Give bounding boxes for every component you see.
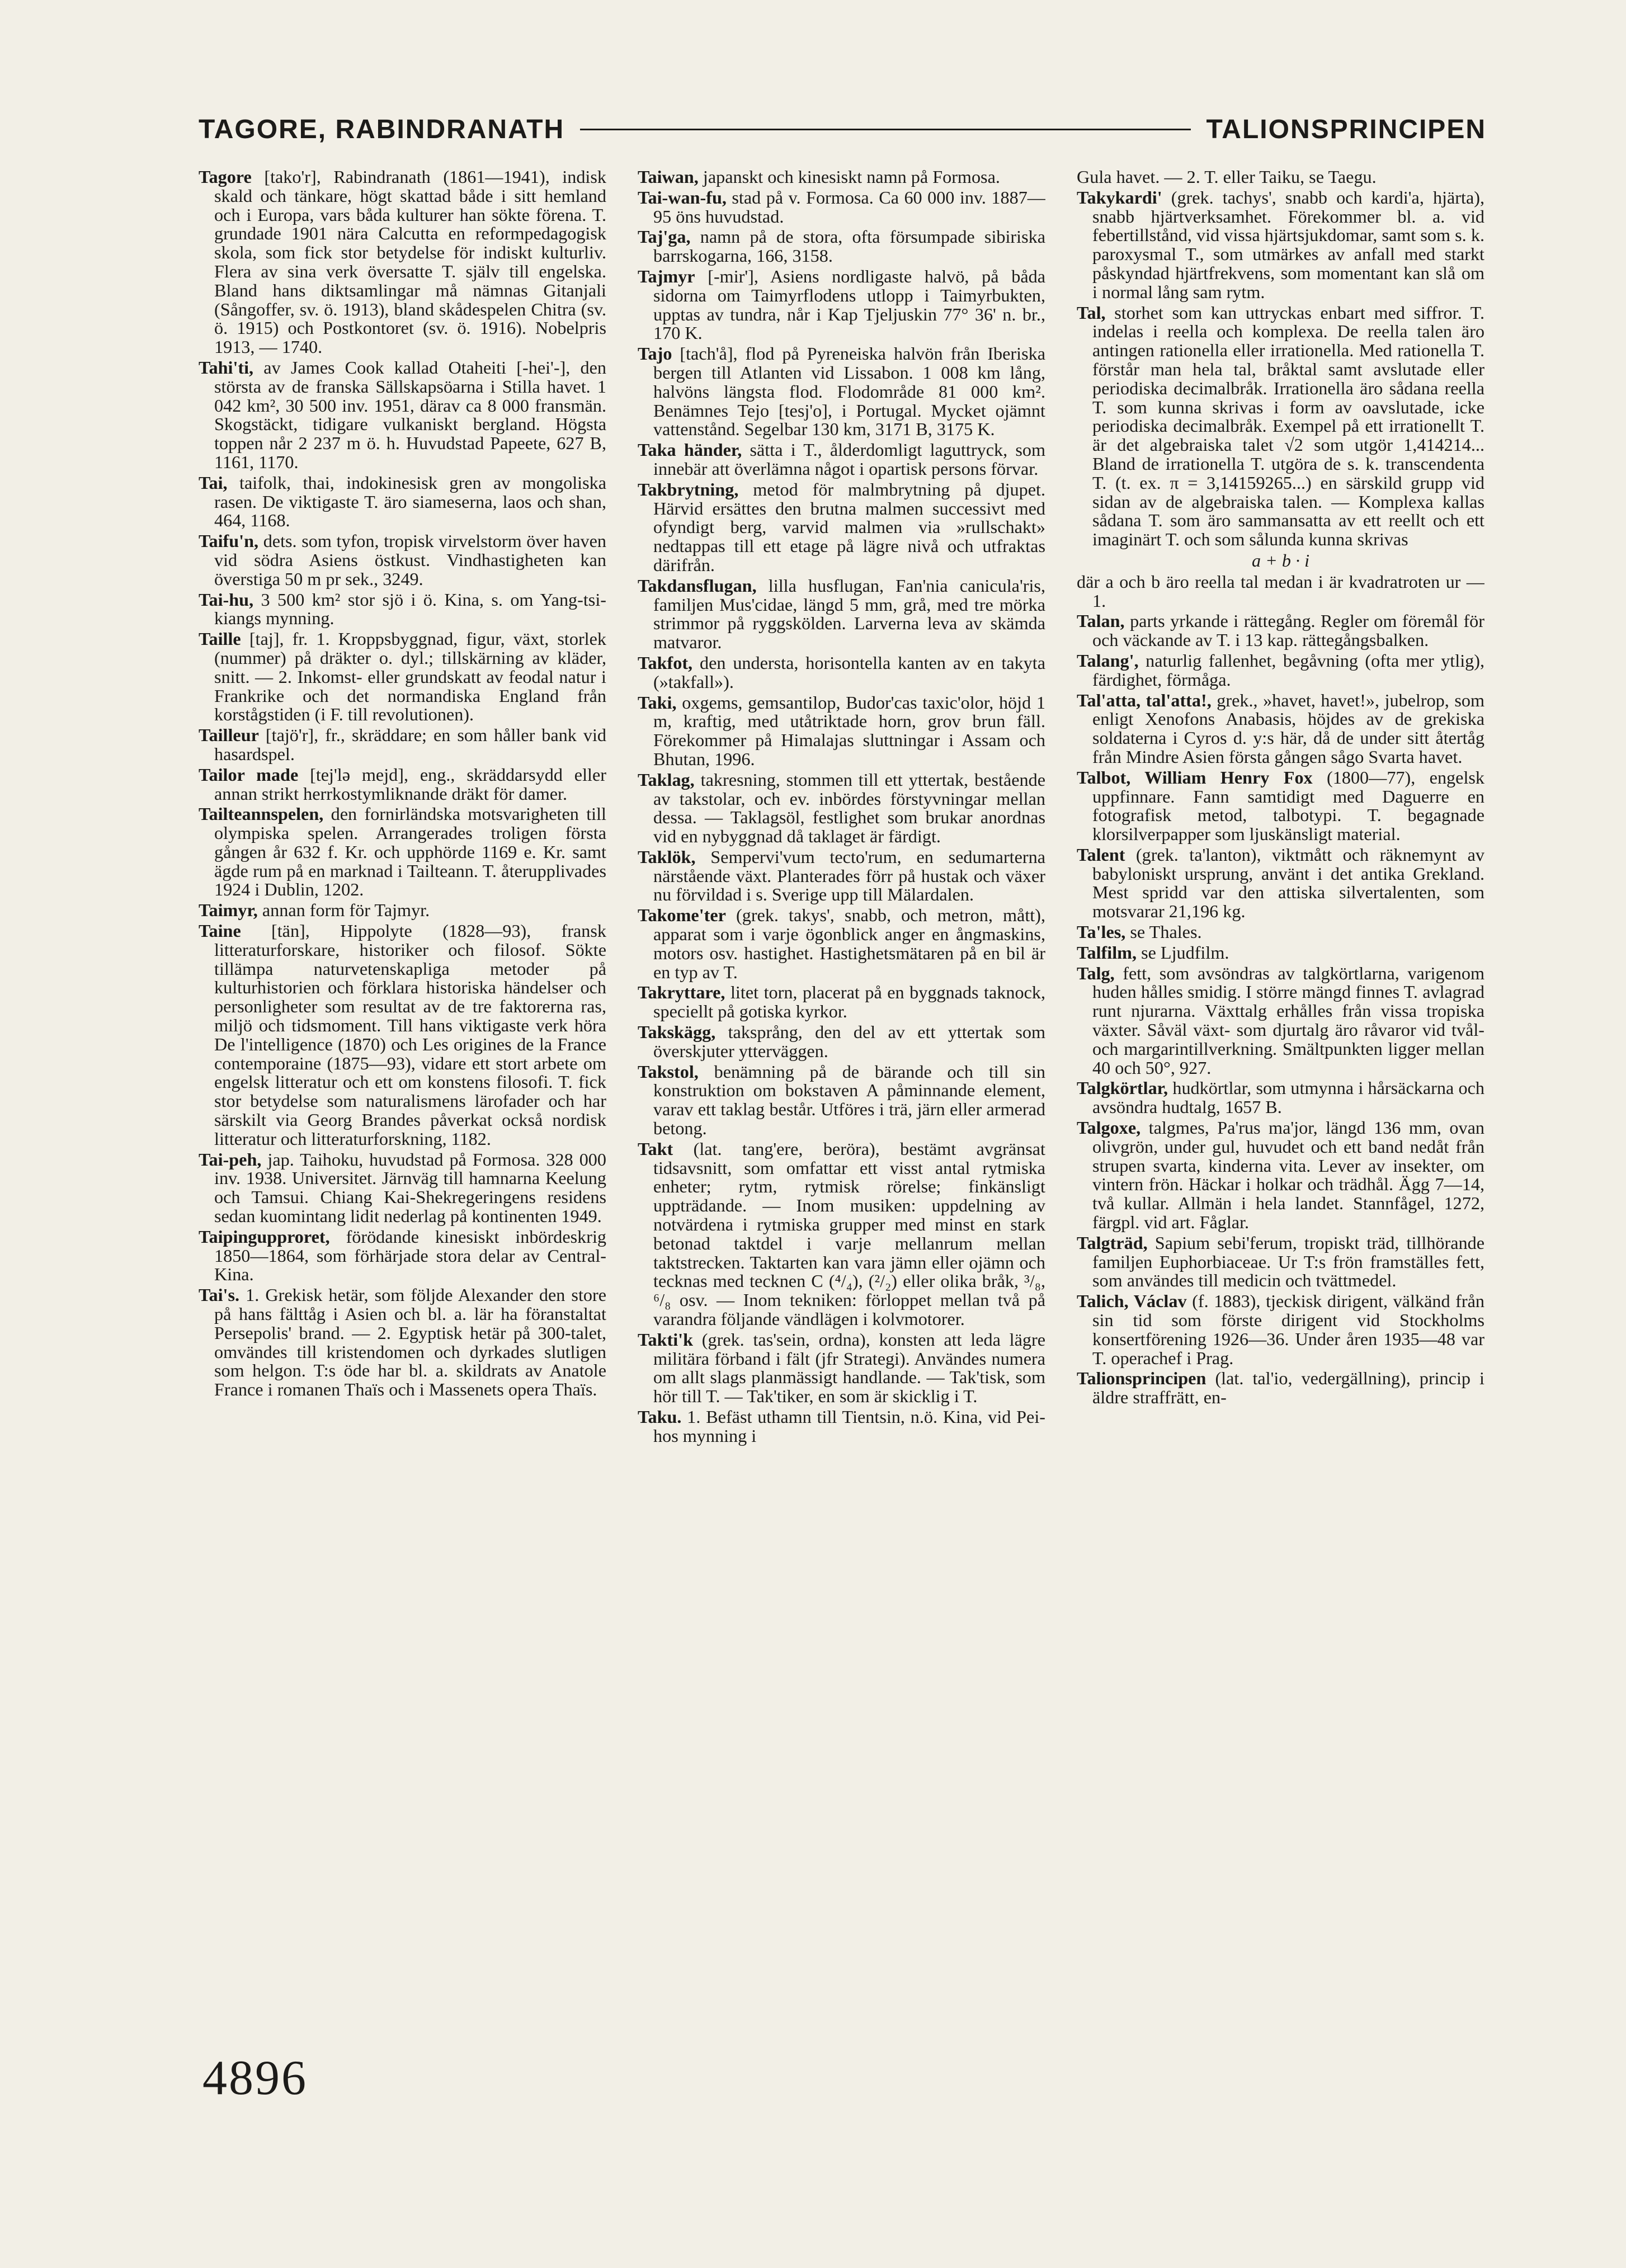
entry-headword: Tahi'ti, xyxy=(199,357,254,378)
entry-headword: Taj'ga, xyxy=(638,227,691,247)
entry-text: (grek. ta'lanton), viktmått och räknemynt av babyloniskt ursprung, använt i det antika Grekland. Mest spridd var den attiska silvertalenten, som motsvarar 21,196 kg. xyxy=(1092,844,1484,922)
dictionary-entry xyxy=(1077,846,1484,921)
entry-headword: Takykardi' xyxy=(1077,187,1162,208)
dictionary-entry xyxy=(638,267,1045,343)
entry-text: [tajö'r], fr., skräddare; en som håller bank vid hasardspel. xyxy=(214,725,606,764)
entry-text: (f. 1883), tjeckisk dirigent, välkänd från sin tid som förste dirigent vid Stockholms konsertförening 1926—36. Under åren 1935—48 var T. operachef i Prag. xyxy=(1092,1291,1484,1368)
entry-text: Sempervi'vum tecto'rum, en sedumarterna närstående växt. Planterades förr på hustak och växer nu förvildad i s. Sverige upp till Mälardalen. xyxy=(653,846,1045,905)
entry-headword: Takdansflugan, xyxy=(638,575,757,596)
entry-text: den fornirländska motsvarigheten till olympiska spelen. Arrangerades troligen första gången år 632 f. Kr. och upphörde 1169 e. Kr. samt ägde rum på en marknad i Tailteann. T. återupplivades 1924 i Dublin, 1202. xyxy=(214,804,606,900)
dictionary-entry xyxy=(638,983,1045,1021)
entry-headword: Taille xyxy=(199,629,241,649)
entry-text: förödande kinesiskt inbördeskrig 1850—1864, som förhärjade stora delar av Central-Kina. xyxy=(214,1226,606,1285)
entry-headword: Taifu'n, xyxy=(199,531,259,551)
entry-headword: Tajmyr xyxy=(638,266,695,286)
entry-text: (lat. tang'ere, beröra), bestämt avgränsat tidsavsnitt, som omfattar ett visst antal rytmiska enheter; rytm, rytmisk rörelse; finkänsligt uppträdande. — Inom musiken: uppdelning av notvärdena i rytmiska grupper med minst en stark betonad taktdel i varje mellanrum mellan taktstrecken. Taktarten kan vara jämn eller ojämn och tecknas med tecknen C (⁴/₄), (²/₂) eller olika bråk, ³/₈, ⁶/₈ osv. — Inom tekniken: förloppet mellan två på varandra följande vändlägen i kolvmotorer. xyxy=(653,1138,1045,1329)
entry-text: taifolk, thai, indokinesisk gren av mongoliska rasen. De viktigaste T. äro siameserna, laos och shan, 464, 1168. xyxy=(214,472,606,531)
column-3 xyxy=(1077,168,1484,2025)
entry-headword: Tal, xyxy=(1077,302,1106,323)
entry-text: [taj], fr. 1. Kroppsbyggnad, figur, växt, storlek (nummer) på dräkter o. dyl.; tillskärning av kläder, snitt. — 2. Inkomst- eller grundskatt av feodal natur i Frankrike och det normandiska England från korstågstiden (i F. till revolutionen). xyxy=(214,629,606,725)
entry-text: grek., »havet, havet!», jubelrop, som enligt Xenofons Anabasis, höjdes av de grekiska soldaterna i Cyros d. y:s här, då de under sitt återtåg från Mindre Asien första gången sågo Svarta havet. xyxy=(1092,690,1484,767)
entry-headword: Takskägg, xyxy=(638,1022,716,1043)
dictionary-entry xyxy=(638,848,1045,904)
dictionary-entry xyxy=(1077,1079,1484,1117)
entry-headword: Taimyr, xyxy=(199,900,258,921)
entry-headword: Taklök, xyxy=(638,846,696,867)
entry-text: se Ljudfilm. xyxy=(1137,942,1229,963)
entry-text: jap. Taihoku, huvudstad på Formosa. 328 000 inv. 1938. Universitet. Järnväg till hamnarna Keelung och Tamsui. Chiang Kai-Shekregeringens residens sedan kuomintang lidit nederlag på kontinenten 1949. xyxy=(214,1149,606,1227)
entry-text: (grek. tachys', snabb och kardi'a, hjärta), snabb hjärtverksamhet. Förekommer bl. a. vid febertillstånd, vid vissa hjärtsjukdomar, samt som s. k. paroxysmal T., som utmärkes av anfall med starkt påskyndad hjärtfrekvens, som momentant kan slå om i normal lång sam rytm. xyxy=(1092,187,1484,302)
dictionary-entry xyxy=(1077,1292,1484,1368)
running-head-rule xyxy=(580,129,1190,130)
entry-headword: Takt xyxy=(638,1138,673,1159)
dictionary-entry xyxy=(199,591,606,629)
entry-text: dets. som tyfon, tropisk virvelstorm över haven vid södra Asiens östkust. Vindhastigheten kan överstiga 50 m pr sek., 3249. xyxy=(214,531,606,589)
entry-headword: Taki, xyxy=(638,692,677,713)
entry-headword: Taka händer, xyxy=(638,440,742,460)
entry-text: Sapium sebi'ferum, tropiskt träd, tillhörande familjen Euphorbiaceae. Ur T:s frön framställes fett, som användes till medicin och tvättmedel. xyxy=(1092,1232,1484,1291)
dictionary-entry xyxy=(199,168,606,357)
dictionary-entry xyxy=(199,630,606,724)
entry-text: takresning, stommen till ett yttertak, bestående av takstolar, och ev. inbördes förstyvningar mellan dessa. — Taklagsöl, festlighet som brukar anordnas vid en nybyggnad då taklaget är färdigt. xyxy=(653,769,1045,847)
running-head xyxy=(199,110,1486,149)
dictionary-entry xyxy=(638,906,1045,982)
entry-text: [tej'lə mejd], eng., skräddarsydd eller annan strikt herrkostymliknande dräkt för damer. xyxy=(214,764,606,804)
dictionary-entry xyxy=(199,766,606,804)
dictionary-entry xyxy=(1077,691,1484,767)
entry-text: sätta i T., ålderdomligt laguttryck, som innebär att överlämna något i opartisk persons förvar. xyxy=(653,440,1045,479)
entry-headword: Tai-wan-fu, xyxy=(638,187,727,208)
entry-headword: Talionsprincipen xyxy=(1077,1368,1206,1389)
dictionary-entry xyxy=(1077,1369,1484,1407)
entry-headword: Ta'les, xyxy=(1077,922,1126,942)
entry-text: [tako'r], Rabindranath (1861—1941), indisk skald och tänkare, högt skattad både i sitt hemland och i Europa, vars båda kulturer han sökte förena. T. grundade 1901 nära Calcutta en reformpedagogisk skola, som fick stor betydelse för indiskt kulturliv. Flera av sina verk översatte T. själv till engelska. Bland hans diktsamlingar må nämnas Gitanjali (Sångoffer, sv. ö. 1913), bland skådespelen Chitra (sv. ö. 1915) och Postkontoret (sv. ö. 1916). Nobelpris 1913, — 1740. xyxy=(214,168,606,357)
entry-headword: Talgkörtlar, xyxy=(1077,1078,1168,1098)
entry-headword: Talfilm, xyxy=(1077,942,1137,963)
entry-headword: Taklag, xyxy=(638,769,695,790)
dictionary-entry xyxy=(199,1286,606,1399)
dictionary-entry xyxy=(638,771,1045,846)
entry-text: naturlig fallenhet, begåvning (ofta mer ytlig), färdighet, förmåga. xyxy=(1092,650,1484,690)
entry-headword: Talg, xyxy=(1077,963,1115,983)
entry-text: metod för malmbrytning på djupet. Härvid ersättes den brutna malmen successivt med ofyndigt berg, varvid malmen via »rullschakt» nedtappas till ett etage på lägre nivå och utfraktas därifrån. xyxy=(653,479,1045,575)
entry-headword: Talent xyxy=(1077,844,1125,865)
entry-text: den understa, horisontella kanten av en takyta (»takfall»). xyxy=(653,652,1045,692)
entry-headword: Taine xyxy=(199,921,241,941)
dictionary-entry xyxy=(199,805,606,899)
entry-headword: Tai-hu, xyxy=(199,589,254,610)
dictionary-entry xyxy=(1077,1119,1484,1232)
entry-headword: Talgoxe, xyxy=(1077,1118,1141,1138)
entry-headword: Tajo xyxy=(638,343,672,364)
dictionary-entry xyxy=(638,1063,1045,1138)
entry-text: [tän], Hippolyte (1828—93), fransk litteraturforskare, historiker och filosof. Sökte tillämpa naturvetenskapliga metoder på kulturhistorien och förklara historiska händelser och personligheter som resultat av de tre faktorerna ras, miljö och tidsmoment. Till hans viktigaste verk höra De l'intelligence (1870) och Les origines de la France contemporaine (1875—93), vidare ett stort arbete om engelsk litteratur och ett om konstens filosofi. T. fick stor betydelse som naturalismens lärofader och har särskilt via Georg Brandes påverkat också nordisk litteratur och litteraturforskning, 1182. xyxy=(214,921,606,1149)
entry-text: storhet som kan uttryckas enbart med siffror. T. indelas i reella och komplexa. De reella talen äro antingen rationella eller irrationella. Med rationella T. förstår man hela tal, bråktal samt avslutade eller periodiska decimalbråk. Irrationella äro sådana reella T. som kunna skrivas i form av oavslutade, icke periodiska decimalbråk. Exempel på ett irrationellt T. är det algebraiska talet √2 som utgör 1,414214... Bland de irrationella T. utgöra de s. k. transcendenta T. (t. ex. π = 3,14159265...) en särskild grupp vid sidan av de algebraiska talen. — Komplexa kallas sådana T. som äro sammansatta av ett reellt och ett imaginärt T. och som sålunda kunna skrivas xyxy=(1092,302,1484,550)
entry-text: parts yrkande i rättegång. Regler om föremål för och väckande av T. i 13 kap. rättegångsbalken. xyxy=(1092,611,1484,650)
entry-text: oxgems, gemsantilop, Budor'cas taxic'olor, höjd 1 m, kraftig, med utåtriktade horn, grov brun fäll. Förekommer på Himalajas sluttningar i Assam och Bhutan, 1996. xyxy=(653,692,1045,769)
dictionary-entry xyxy=(638,1023,1045,1061)
dictionary-entry xyxy=(638,577,1045,652)
dictionary-entry xyxy=(1077,1234,1484,1290)
dictionary-entry xyxy=(199,1150,606,1226)
entry-headword: Talich, Václav xyxy=(1077,1291,1187,1312)
dictionary-entry xyxy=(199,901,606,920)
column-2 xyxy=(638,168,1045,2025)
dictionary-entry xyxy=(199,532,606,588)
entry-headword: Takstol, xyxy=(638,1061,699,1082)
entry-text: [-mir'], Asiens nordligaste halvö, på båda sidorna om Taimyrflodens utlopp i Taimyrbukten, upptas av tundra, når i Kap Tjeljuskin 77° 36' n. br., 170 K. xyxy=(653,266,1045,343)
dictionary-entry xyxy=(638,345,1045,439)
entry-text: taksprång, den del av ett yttertak som överskjuter ytterväggen. xyxy=(653,1022,1045,1061)
dictionary-entry xyxy=(638,441,1045,479)
entry-text: litet torn, placerat på en byggnads taknock, speciellt på gotiska kyrkor. xyxy=(653,982,1045,1022)
page-number: 4896 xyxy=(202,2051,308,2105)
entry-text: (grek. tas'sein, ordna), konsten att leda lägre militära förband i fält (jfr Strategi). Användes numera om allt slags planmässigt handlande. — Tak'tisk, som hör till T. — Tak'tiker, en som är skicklig i T. xyxy=(653,1329,1045,1407)
dictionary-entry xyxy=(199,726,606,764)
entry-text: (1800—77), engelsk uppfinnare. Fann samtidigt med Daguerre en fotografisk metod, talbotypi. T. begagnade klorsilverpapper som ljuskänsligt material. xyxy=(1092,767,1484,845)
column-1 xyxy=(199,168,606,2025)
entry-headword: Taku. xyxy=(638,1407,682,1427)
entry-text: 1. Befäst uthamn till Tientsin, n.ö. Kina, vid Pei-hos mynning i xyxy=(653,1407,1045,1446)
entry-text: (lat. tal'io, vedergällning), princip i äldre straffrätt, en- xyxy=(1092,1368,1484,1408)
entry-headword: Talang', xyxy=(1077,650,1139,671)
entry-headword: Talgträd, xyxy=(1077,1232,1148,1253)
entry-text: fett, som avsöndras av talgkörtlarna, varigenom huden hålles smidig. I större mängd finnes T. avlagrad runt njurarna. Växttalg erhålles från vissa tropiska växter. Såväl växt- som djurtalg äro råvaror vid tvål- och margarintillverkning. Smältpunkten ligger mellan 40 och 50°, 927. xyxy=(1092,963,1484,1078)
entry-text: [tach'å], flod på Pyreneiska halvön från Iberiska bergen till Atlanten vid Lissabon. 1 008 km lång, halvöns längsta flod. Flodområde 81 000 km². Benämnes Tejo [tesj'o], i Portugal. Mycket ojämnt vattenstånd. Segelbar 130 km, 3171 B, 3175 K. xyxy=(653,343,1045,440)
dictionary-entry xyxy=(1077,612,1484,650)
dictionary-entry xyxy=(1077,168,1484,187)
entry-headword: Takti'k xyxy=(638,1329,694,1350)
entry-text: av James Cook kallad Otaheiti [-hei'-], den största av de franska Sällskapsöarna i Stilla havet. 1 042 km², 30 500 inv. 1951, därav ca 8 000 fransmän. Skogstäckt, tidigare vulkaniskt bergland. Högsta toppen når 2 237 m ö. h. Huvudstad Papeete, 627 B, 1161, 1170. xyxy=(214,357,606,472)
dictionary-entry xyxy=(1077,652,1484,690)
dictionary-entry xyxy=(638,1331,1045,1406)
entry-text: 3 500 km² stor sjö i ö. Kina, s. om Yang-tsi-kiangs mynning. xyxy=(214,589,606,629)
entry-headword: Tailteannspelen, xyxy=(199,804,324,824)
entry-headword: Tal'atta, tal'atta!, xyxy=(1077,690,1212,710)
entry-headword: Tailleur xyxy=(199,725,259,746)
dictionary-entry xyxy=(638,168,1045,187)
dictionary-entry xyxy=(199,474,606,530)
dictionary-entry xyxy=(638,1408,1045,1446)
entry-headword: Taiwan, xyxy=(638,168,699,187)
formula xyxy=(1077,551,1484,570)
dictionary-entry xyxy=(199,1228,606,1284)
entry-text: 1. Grekisk hetär, som följde Alexander den store på hans fälttåg i Asien och bl. a. lär ha föranstaltat Persepolis' brand. — 2. Egyptisk hetär på 300-talet, omvändes till kristendomen och dyrkades slutligen som helgon. T:s öde har bl. a. skildrats av Anatole France i romanen Thaïs och i Massenets opera Thaïs. xyxy=(214,1285,606,1400)
entry-text: Gula havet. — 2. T. eller Taiku, se Taegu. xyxy=(1077,168,1377,187)
dictionary-entry xyxy=(1077,188,1484,302)
dictionary-entry xyxy=(638,654,1045,692)
entry-headword: Takfot, xyxy=(638,652,693,673)
dictionary-entry xyxy=(1077,304,1484,549)
entry-headword: Talbot, William Henry Fox xyxy=(1077,767,1313,788)
entry-text: stad på v. Formosa. Ca 60 000 inv. 1887—95 öns huvudstad. xyxy=(653,187,1045,227)
entry-text: benämning på de bärande och till sin konstruktion om bokstaven A påminnande element, varav ett taklag består. Utföres i trä, järn eller armerad betong. xyxy=(653,1061,1045,1139)
entry-headword: Tailor made xyxy=(199,764,299,785)
entry-headword: Tai's. xyxy=(199,1285,240,1305)
entry-headword: Tai, xyxy=(199,472,228,493)
dictionary-entry xyxy=(638,480,1045,575)
dictionary-entry xyxy=(199,359,606,472)
entry-text: japanskt och kinesiskt namn på Formosa. xyxy=(698,168,1000,187)
entry-text: hudkörtlar, som utmynna i hårsäckarna och avsöndra hudtalg, 1657 B. xyxy=(1092,1078,1484,1118)
dictionary-entry xyxy=(1077,964,1484,1078)
entry-text: där a och b äro reella tal medan i är kvadratroten ur — 1. xyxy=(1077,571,1484,611)
dictionary-entry xyxy=(199,922,606,1149)
running-head-left: TAGORE, RABINDRANATH xyxy=(199,114,565,144)
entry-text: annan form för Tajmyr. xyxy=(257,900,430,921)
entry-text: a + b · i xyxy=(1251,550,1310,570)
entry-text: lilla husflugan, Fan'nia canicula'ris, familjen Mus'cidae, längd 5 mm, grå, med tre mörka strimmor på ryggskölden. Larverna leva av skämda matvaror. xyxy=(653,575,1045,653)
entry-headword: Takome'ter xyxy=(638,905,726,926)
running-head-right: TALIONSPRINCIPEN xyxy=(1206,114,1486,144)
dictionary-entry xyxy=(638,228,1045,266)
entry-text: namn på de stora, ofta försumpade sibiriska barrskogarna, 166, 3158. xyxy=(653,227,1045,266)
dictionary-entry xyxy=(1077,768,1484,844)
dictionary-entry xyxy=(638,694,1045,769)
entry-headword: Takbrytning, xyxy=(638,479,739,499)
entry-headword: Tai-peh, xyxy=(199,1149,262,1170)
entry-headword: Talan, xyxy=(1077,611,1125,631)
entry-text: talgmes, Pa'rus ma'jor, längd 136 mm, ovan olivgrön, under gul, huvudet och ett band nedåt från strupen svarta, kinderna vita. Lever av insekter, om vintern frön. Häckar i holkar och trädhål. Ägg 7—14, två kullar. Allmän i hela landet. Stannfågel, 1272, färgpl. vid art. Fåglar. xyxy=(1092,1118,1484,1233)
dictionary-entry xyxy=(1077,923,1484,942)
entry-text: se Thales. xyxy=(1125,922,1202,942)
dictionary-entry xyxy=(638,188,1045,227)
dictionary-entry xyxy=(1077,573,1484,611)
entry-text: (grek. takys', snabb, och metron, mått), apparat som i varje ögonblick anger en ångmaskins, motors osv. hastighet. Hastighetsmätaren på en bil är en typ av T. xyxy=(653,905,1045,982)
entry-headword: Taipingupproret, xyxy=(199,1226,330,1247)
entry-headword: Takryttare, xyxy=(638,982,725,1003)
dictionary-entry xyxy=(1077,944,1484,963)
entry-headword: Tagore xyxy=(199,168,252,187)
text-columns xyxy=(199,168,1485,2025)
dictionary-entry xyxy=(638,1140,1045,1329)
